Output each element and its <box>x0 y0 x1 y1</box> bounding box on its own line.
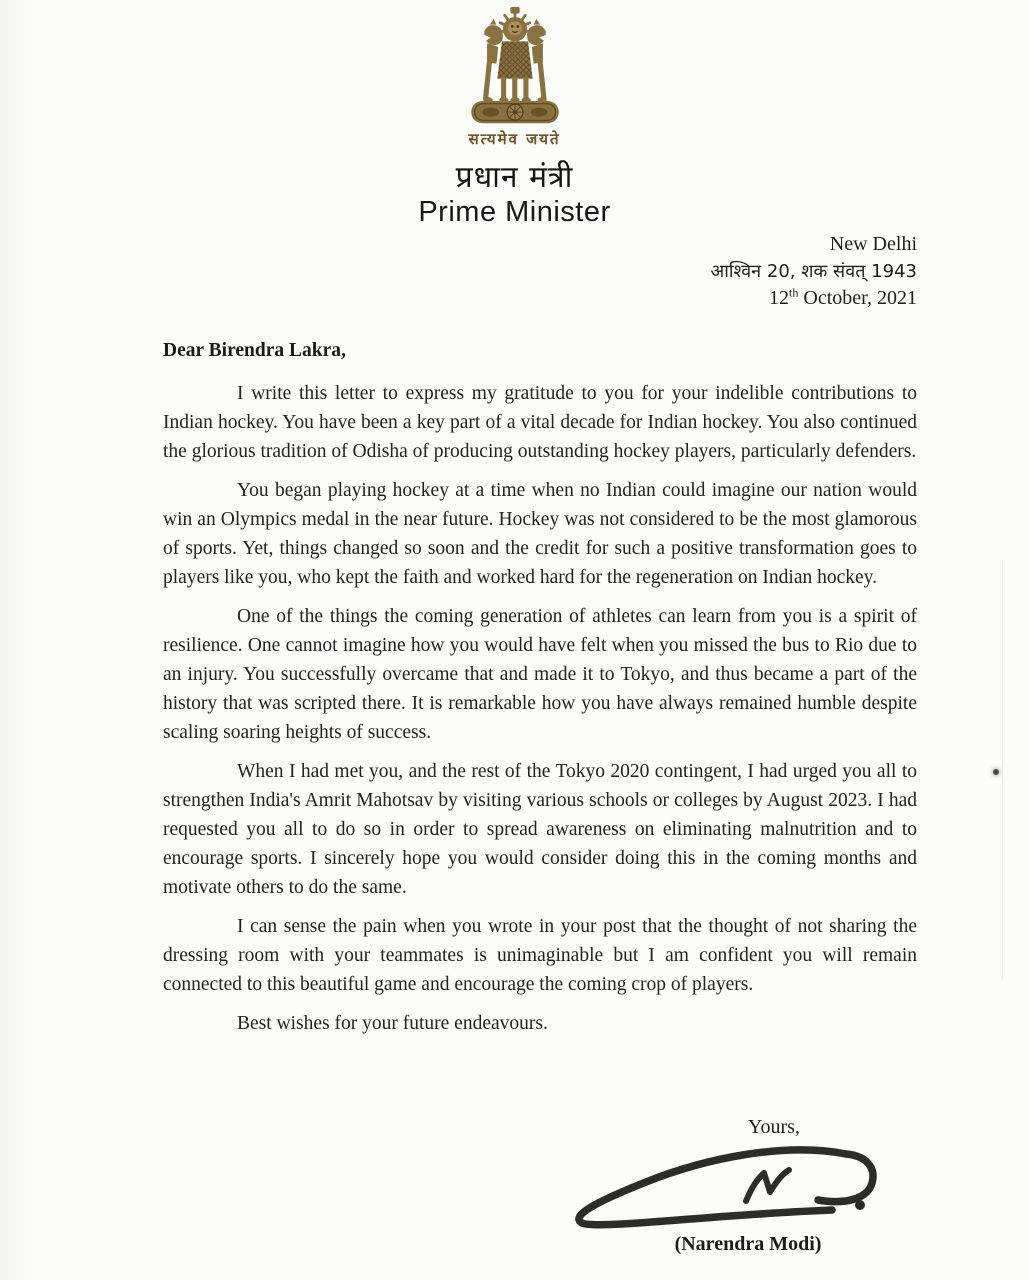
letterhead <box>0 6 1029 228</box>
closing-block <box>560 1116 900 1256</box>
signature-narendra-modi <box>570 1141 890 1231</box>
dateline <box>710 231 917 312</box>
date-ordinal: th <box>789 285 799 300</box>
date-month-year: October, 2021 <box>798 287 917 309</box>
letterhead-title-english: Prime Minister <box>418 196 611 228</box>
date-day: 12 <box>769 287 790 309</box>
sign-off: Yours, <box>748 1116 800 1138</box>
paragraph-3: One of the things the coming generation of athletes can learn from you is a spirit of resilience. One cannot imagine how you would have felt when you missed the bus to Rio due to an injury. You successfully overcame that and made it to Tokyo, and thus became a part of the history that was scripted there. It is remarkable how you have always remained humble despite scaling soaring heights of success. <box>163 606 917 743</box>
paragraph-2: You began playing hockey at a time when no Indian could imagine our nation would win an Olympics medal in the near future. Hockey was not considered to be the most glamorous of sports. Yet, things changed so soon and the credit for such a positive transformation goes to players like you, who kept the faith and worked hard for the regeneration on Indian hockey. <box>163 480 917 588</box>
letterhead-title-hindi: प्रधान मंत्री <box>455 160 574 195</box>
emblem-motto: सत्यमेव जयते <box>468 130 561 148</box>
dateline-city: New Delhi <box>829 233 917 255</box>
letter-body <box>163 336 917 1048</box>
paragraph-6: Best wishes for your future endeavours. <box>237 1013 548 1034</box>
dateline-saka-date: आश्विन 20, शक संवत् 1943 <box>710 261 917 282</box>
scan-speck <box>993 769 999 775</box>
paragraph-1: I write this letter to express my gratitude to you for your indelible contributions to Indian hockey. You have been a key part of a vital decade for Indian hockey. You also continued the glorious tradition of Odisha of producing outstanding hockey players, particularly defenders. <box>163 383 917 462</box>
dateline-gregorian-date <box>710 285 917 312</box>
paragraph-4: When I had met you, and the rest of the Tokyo 2020 contingent, I had urged you all to strengthen India's Amrit Mahotsav by visiting various schools or colleges by August 2023. I had requested you all to do so in order to spread awareness on eliminating malnutrition and to encourage sports. I sincerely hope you would consider doing this in the coming months and motivate others to do the same. <box>163 761 917 898</box>
paragraph-5: I can sense the pain when you wrote in your post that the thought of not sharing the dressing room with your teammates is unimaginable but I am confident you will remain connected to this beautiful game and encourage the coming crop of players. <box>163 916 917 995</box>
signatory-name: (Narendra Modi) <box>674 1233 822 1255</box>
salutation: Dear Birendra Lakra, <box>163 340 346 361</box>
national-emblem-icon <box>459 6 571 127</box>
